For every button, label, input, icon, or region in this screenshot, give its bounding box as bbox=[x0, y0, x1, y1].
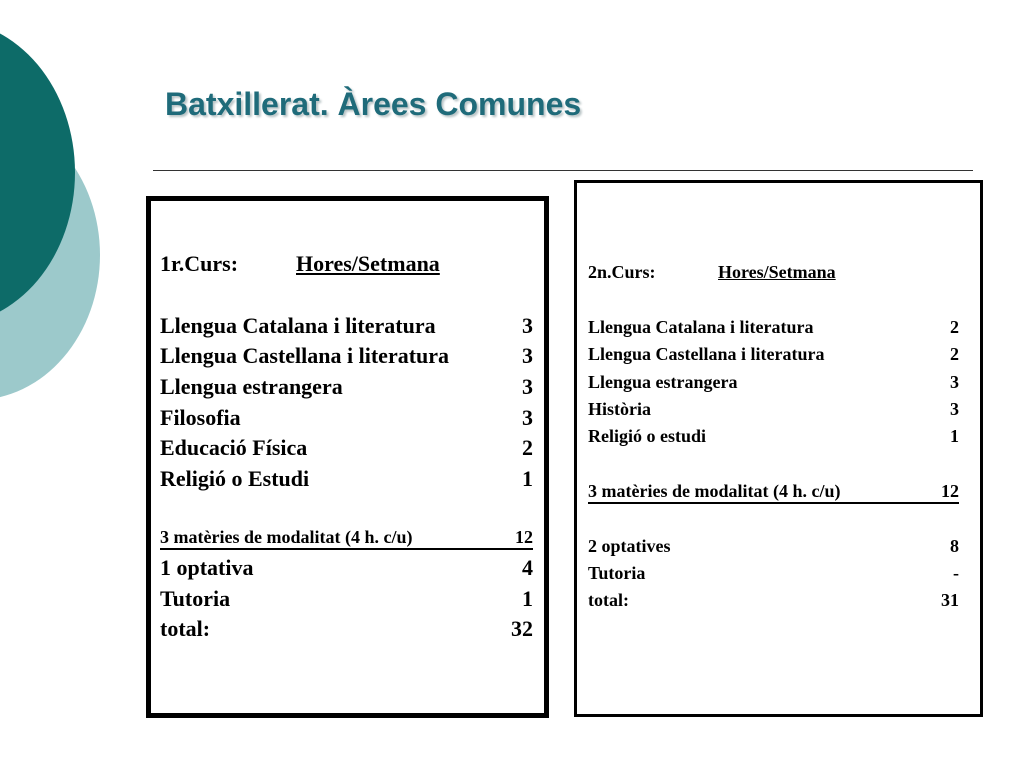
subject-name: Història bbox=[588, 399, 651, 419]
subject-hours: 1 bbox=[522, 586, 533, 611]
subject-name: Tutoria bbox=[588, 563, 646, 583]
course1-row bbox=[160, 313, 533, 339]
course2-row bbox=[588, 426, 959, 447]
course1-row bbox=[160, 405, 533, 431]
subject-name: Educació Física bbox=[160, 435, 308, 460]
course1-row bbox=[160, 374, 533, 400]
course2-hours-header: Hores/Setmana bbox=[718, 262, 836, 282]
subject-hours: - bbox=[953, 563, 959, 583]
total-hours: 31 bbox=[941, 590, 959, 610]
course2-row bbox=[588, 344, 959, 365]
course1-box bbox=[146, 196, 549, 718]
subject-hours: 1 bbox=[950, 426, 959, 446]
subject-hours: 2 bbox=[950, 344, 959, 364]
subject-name: Llengua Castellana i literatura bbox=[588, 344, 825, 364]
subject-hours: 3 bbox=[950, 372, 959, 392]
course2-row bbox=[588, 563, 959, 584]
course2-label: 2n.Curs: bbox=[588, 262, 656, 282]
course2-row bbox=[588, 372, 959, 393]
subject-name: 1 optativa bbox=[160, 555, 254, 580]
course2-row bbox=[588, 317, 959, 338]
course1-label: 1r.Curs: bbox=[160, 251, 239, 276]
course1-row bbox=[160, 435, 533, 461]
subject-hours: 2 bbox=[522, 435, 533, 460]
subject-hours: 8 bbox=[950, 536, 959, 556]
course1-row bbox=[160, 555, 533, 581]
subject-name: Llengua Castellana i literatura bbox=[160, 343, 450, 368]
subject-name: 2 optatives bbox=[588, 536, 671, 556]
subject-name: Llengua estrangera bbox=[160, 374, 343, 399]
modality-hours: 12 bbox=[941, 481, 959, 501]
subject-hours: 3 bbox=[522, 374, 533, 399]
course1-row bbox=[160, 466, 533, 492]
total-label: total: bbox=[160, 616, 211, 641]
subject-hours: 3 bbox=[522, 313, 533, 338]
subject-name: Llengua Catalana i literatura bbox=[588, 317, 814, 337]
subject-hours: 1 bbox=[522, 466, 533, 491]
course1-row bbox=[160, 343, 533, 369]
modality-name: 3 matèries de modalitat (4 h. c/u) bbox=[588, 481, 841, 501]
modality-hours: 12 bbox=[515, 527, 533, 547]
subject-hours: 3 bbox=[522, 343, 533, 368]
course2-row bbox=[588, 536, 959, 557]
modality-name: 3 matèries de modalitat (4 h. c/u) bbox=[160, 527, 413, 547]
subject-hours: 3 bbox=[950, 399, 959, 419]
subject-hours: 3 bbox=[522, 405, 533, 430]
subject-name: Religió o estudi bbox=[588, 426, 707, 446]
course2-header bbox=[588, 262, 959, 283]
subject-name: Tutoria bbox=[160, 586, 231, 611]
subject-name: Llengua estrangera bbox=[588, 372, 738, 392]
total-label: total: bbox=[588, 590, 629, 610]
subject-name: Religió o Estudi bbox=[160, 466, 310, 491]
course1-hours-header: Hores/Setmana bbox=[296, 251, 440, 276]
subject-hours: 4 bbox=[522, 555, 533, 580]
course1-row bbox=[160, 586, 533, 612]
course2-total-row bbox=[588, 590, 959, 611]
total-hours: 32 bbox=[511, 616, 533, 641]
slide-title: Batxillerat. Àrees Comunes bbox=[165, 86, 582, 122]
course1-modality-row bbox=[160, 527, 533, 550]
course1-header bbox=[160, 251, 533, 277]
course2-box bbox=[574, 180, 983, 717]
course2-row bbox=[588, 399, 959, 420]
subject-hours: 2 bbox=[950, 317, 959, 337]
course1-total-row bbox=[160, 616, 533, 642]
subject-name: Llengua Catalana i literatura bbox=[160, 313, 436, 338]
course2-modality-row bbox=[588, 481, 959, 504]
subject-name: Filosofia bbox=[160, 405, 241, 430]
title-divider bbox=[153, 170, 973, 171]
